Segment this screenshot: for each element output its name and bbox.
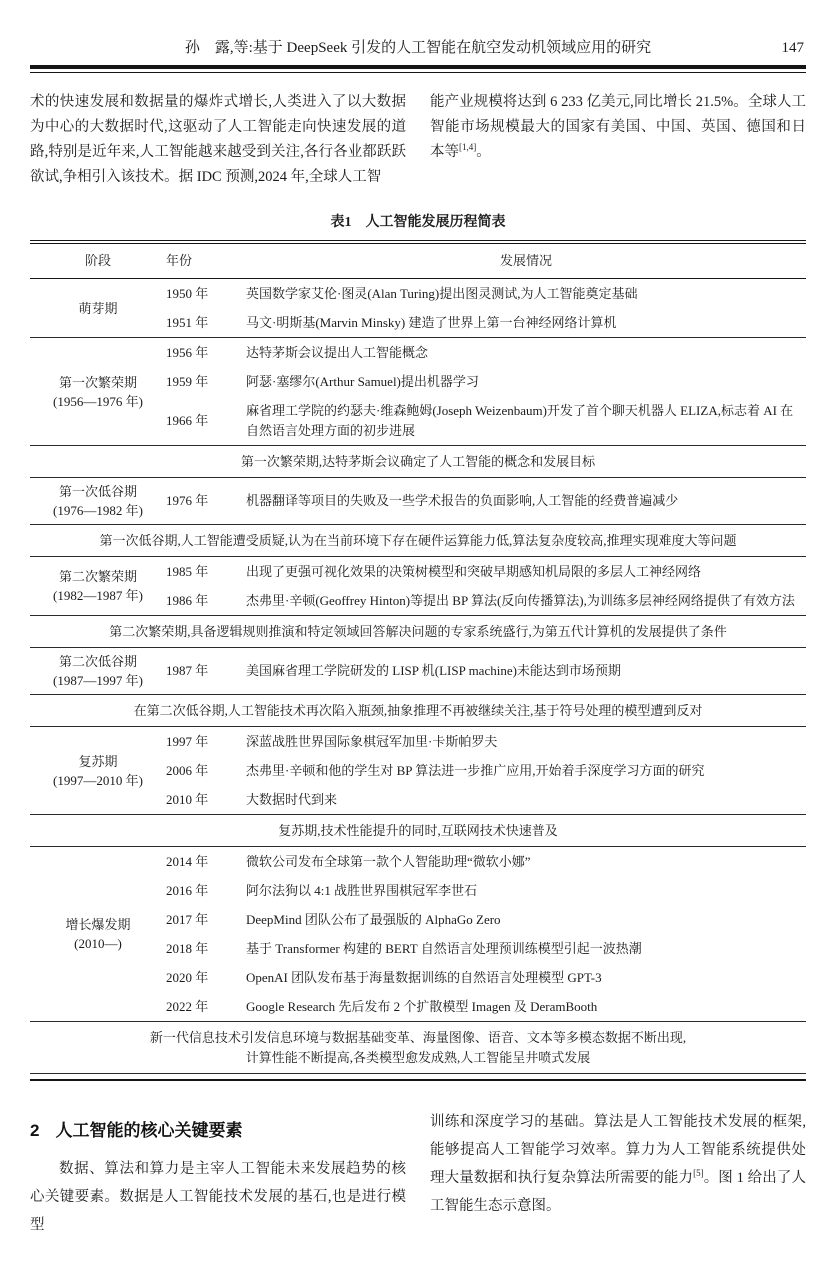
timeline-row: [166, 308, 806, 337]
intro-paragraph: [30, 90, 806, 190]
development-cell: 英国数学家艾伦·图灵(Alan Turing)提出图灵测试,为人工智能奠定基础: [246, 285, 638, 301]
timeline-row: [166, 338, 806, 367]
timeline-row: [166, 756, 806, 785]
intro-left-column: 术的快速发展和数据量的爆炸式增长,人类进入了以大数据为中心的大数据时代,这驱动了人工智能走向快速发展的道路,特别是近年来,人工智能越来越受到关注,各行各业都跃跃欲试,争相引入该技术。据 IDC 预测,2024 年,全球人工智: [30, 94, 406, 185]
stage-group-germination: [30, 279, 806, 338]
development-cell: 微软公司发布全球第一款个人智能助理“微软小娜”: [246, 853, 531, 869]
section2-left-paragraph: 数据、算法和算力是主宰人工智能未来发展趋势的核心关键要素。数据是人工智能技术发展的基石,也是进行模型: [30, 1161, 406, 1233]
timeline-row: [166, 963, 806, 992]
stage-group-first-winter: [30, 478, 806, 525]
section-2: [30, 1108, 806, 1239]
development-cell: 麻省理工学院的约瑟夫·维森鲍姆(Joseph Weizenbaum)开发了首个聊天机器人 ELIZA,标志着 AI 在自然语言处理方面的初步进展: [246, 402, 794, 438]
intro-right-text: 能产业规模将达到 6 233 亿美元,同比增长 21.5%。全球人工智能市场规模最大的国家有美国、中国、英国、德国和日本等: [430, 94, 806, 160]
section2-right-column: [430, 1108, 806, 1239]
page-header: [30, 0, 806, 58]
year-cell: 1956 年: [166, 344, 209, 360]
year-cell: 1976 年: [166, 493, 209, 508]
running-title: 孙 露,等:基于 DeepSeek 引发的人工智能在航空发动机领域应用的研究: [184, 40, 652, 56]
year-cell: 2020 年: [166, 969, 209, 985]
year-cell: 1986 年: [166, 592, 209, 608]
table-caption: 表1 人工智能发展历程简表: [330, 215, 506, 230]
stage-group-second-winter: [30, 648, 806, 695]
timeline-row: [166, 557, 806, 586]
section2-title: 人工智能的核心关键要素: [55, 1121, 243, 1140]
development-cell: 阿尔法狗以 4:1 战胜世界围棋冠军李世石: [246, 882, 478, 898]
section2-left-column: [30, 1108, 406, 1239]
development-cell: DeepMind 团队公布了最强版的 AlphaGo Zero: [246, 911, 501, 927]
development-cell: 杰弗里·辛顿(Geoffrey Hinton)等提出 BP 算法(反向传播算法),为训练多层神经网络提供了有效方法: [246, 592, 795, 608]
intro-right-period: 。: [476, 144, 491, 160]
header-stage: 阶段: [84, 253, 111, 268]
year-cell: 2017 年: [166, 911, 209, 927]
stage-cell: 第二次繁荣期 (1982—1987 年): [53, 569, 143, 603]
table-header-row: [30, 244, 806, 279]
stage-cell: 第一次繁荣期 (1956—1976 年): [53, 374, 143, 409]
development-cell: 基于 Transformer 构建的 BERT 自然语言处理预训练模型引起一波热潮: [246, 940, 642, 956]
section2-right-tail: 。图 1 给出了人工智能生态示意图。: [430, 1170, 807, 1214]
timeline-row: [166, 396, 806, 445]
development-cell: 大数据时代到来: [246, 791, 338, 807]
timeline-row: [166, 279, 806, 308]
development-cell: 达特茅斯会议提出人工智能概念: [246, 344, 429, 360]
stage-summary-row: 第一次繁荣期,达特茅斯会议确定了人工智能的概念和发展目标: [30, 446, 806, 478]
stage-summary-row: 第二次繁荣期,具备逻辑规则推演和特定领域回答解决问题的专家系统盛行,为第五代计算机的发展提供了条件: [30, 616, 806, 648]
timeline-row: [166, 847, 806, 876]
year-cell: 2006 年: [166, 762, 209, 778]
development-cell: 出现了更强可视化效果的决策树模型和突破早期感知机局限的多层人工神经网络: [246, 563, 702, 579]
development-cell: 阿瑟·塞缪尔(Arthur Samuel)提出机器学习: [246, 373, 479, 389]
year-cell: 2010 年: [166, 791, 209, 807]
timeline-row: [166, 487, 806, 516]
final-summary-line-2: 计算性能不断提高,各类模型愈发成熟,人工智能呈井喷式发展: [245, 1049, 591, 1065]
year-cell: 2014 年: [166, 853, 209, 869]
header-development: 发展情况: [499, 253, 552, 268]
timeline-row: [166, 586, 806, 615]
stage-group-explosive-growth: [30, 847, 806, 1022]
timeline-row: [166, 934, 806, 963]
development-cell: 杰弗里·辛顿和他的学生对 BP 算法进一步推广应用,开始着手深度学习方面的研究: [246, 762, 705, 778]
section2-number: 2: [30, 1121, 40, 1140]
development-cell: 马文·明斯基(Marvin Minsky) 建造了世界上第一台神经网络计算机: [246, 314, 617, 330]
section2-right-paragraph: [430, 1108, 806, 1220]
section2-right-text: 训练和深度学习的基础。算法是人工智能技术发展的框架,能够提高人工智能学习效率。算力为人工智能系统提供处理大量数据和执行复杂算法所需要的能力: [430, 1114, 806, 1186]
stage-summary-row: 第一次低谷期,人工智能遭受质疑,认为在当前环境下存在硬件运算能力低,算法复杂度较高,推理实现难度大等问题: [30, 525, 806, 557]
section2-heading: [30, 1108, 406, 1143]
header-rule: [30, 65, 806, 73]
timeline-row: [166, 657, 806, 686]
stage-cell: 增长爆发期 (2010—): [65, 917, 131, 951]
stage-summary-row: 复苏期,技术性能提升的同时,互联网技术快速普及: [30, 815, 806, 847]
year-cell: 1985 年: [166, 563, 209, 579]
header-year: 年份: [166, 253, 193, 268]
stage-group-second-boom: [30, 557, 806, 616]
year-cell: 1997 年: [166, 733, 209, 749]
stage-cell: 第二次低谷期 (1987—1997 年): [53, 654, 143, 688]
timeline-row: [166, 727, 806, 756]
stage-summary-row: 在第二次低谷期,人工智能技术再次陷入瓶颈,抽象推理不再被继续关注,基于符号处理的模型遭到反对: [30, 695, 806, 727]
year-cell: 1951 年: [166, 314, 209, 330]
timeline-row: [166, 785, 806, 814]
development-cell: 机器翻译等项目的失败及一些学术报告的负面影响,人工智能的经费普遍减少: [246, 493, 679, 508]
timeline-row: [166, 367, 806, 396]
development-cell: 深蓝战胜世界国际象棋冠军加里·卡斯帕罗夫: [246, 733, 498, 749]
year-cell: 2016 年: [166, 882, 209, 898]
stage-group-first-boom: [30, 338, 806, 446]
year-cell: 2022 年: [166, 998, 209, 1014]
timeline-row: [166, 992, 806, 1021]
table-final-summary-row: [30, 1022, 806, 1074]
stage-cell: 复苏期 (1997—2010 年): [53, 753, 143, 788]
year-cell: 2018 年: [166, 940, 209, 956]
final-summary-line-1: 新一代信息技术引发信息环境与数据基础变革、海量图像、语音、文本等多模态数据不断出现,: [149, 1029, 687, 1045]
intro-right-column: [430, 90, 806, 190]
stage-group-recovery: [30, 727, 806, 815]
development-cell: 美国麻省理工学院研发的 LISP 机(LISP machine)未能达到市场预期: [246, 663, 621, 678]
page-number: 147: [781, 40, 804, 56]
stage-cell: 萌芽期: [78, 300, 118, 316]
development-cell: Google Research 先后发布 2 个扩散模型 Imagen 及 DeramBooth: [246, 998, 598, 1014]
citation-ref-5: [5]: [693, 1168, 704, 1179]
stage-cell: 第一次低谷期 (1976—1982 年): [53, 484, 143, 518]
year-cell: 1950 年: [166, 285, 209, 301]
development-cell: OpenAI 团队发布基于海量数据训练的自然语言处理模型 GPT-3: [246, 969, 602, 985]
timeline-row: [166, 876, 806, 905]
citation-ref-1-4: [1,4]: [459, 142, 477, 153]
year-cell: 1959 年: [166, 373, 209, 389]
year-cell: 1966 年: [166, 412, 209, 428]
timeline-row: [166, 905, 806, 934]
year-cell: 1987 年: [166, 663, 209, 678]
ai-history-table: [30, 240, 806, 1081]
